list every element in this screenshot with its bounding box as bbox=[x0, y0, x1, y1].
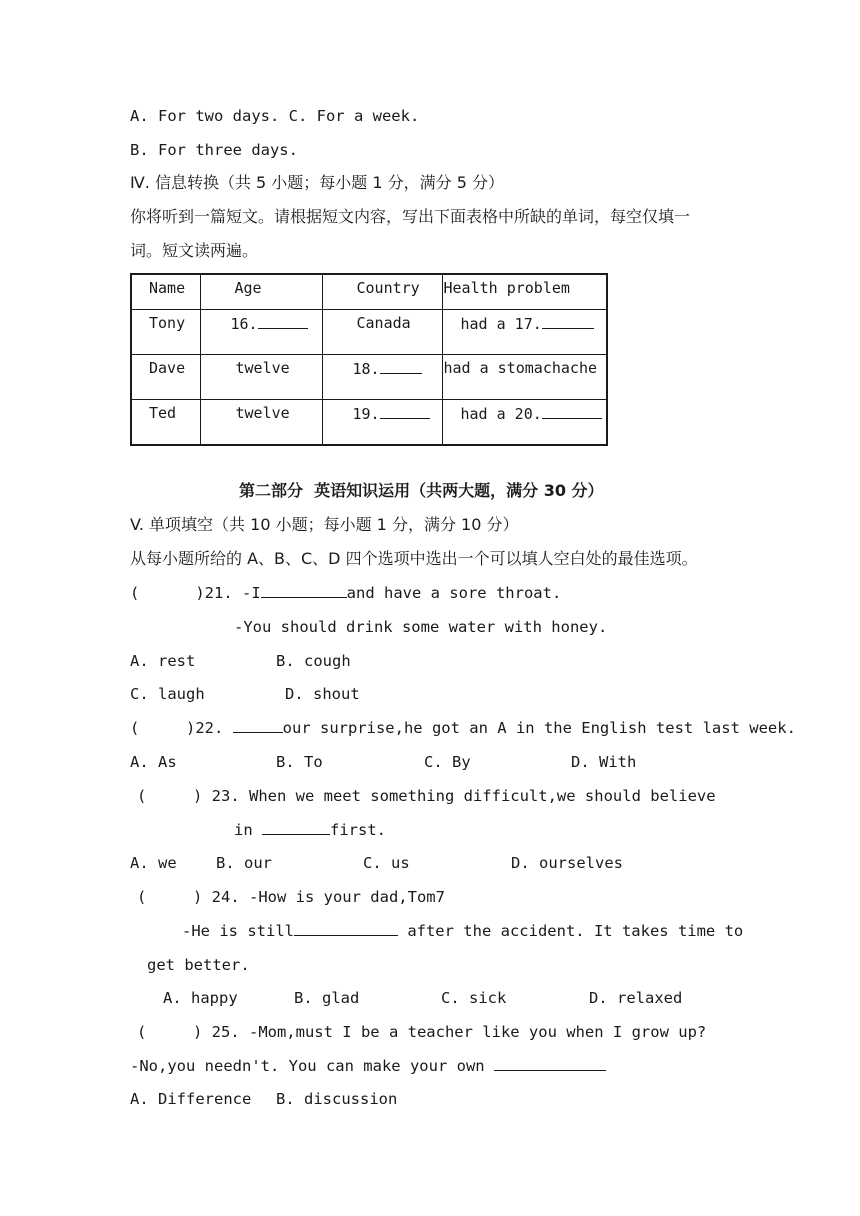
section4-heading: Ⅳ. 信息转换（共 5 小题；每小题 1 分，满分 5 分） bbox=[130, 173, 504, 192]
q24-text: -He is still bbox=[182, 922, 294, 940]
q21-option-a: A. rest bbox=[130, 652, 196, 670]
question-24: ( ) 24. -How is your dad,Tom7 bbox=[137, 888, 445, 906]
header-age: Age bbox=[200, 274, 322, 310]
q25-option-b: B. discussion bbox=[276, 1090, 398, 1108]
answer-blank-19[interactable] bbox=[380, 404, 430, 419]
question-21 bbox=[130, 583, 561, 603]
section5-heading: V. 单项填空（共 10 小题；每小题 1 分，满分 10 分） bbox=[130, 515, 519, 534]
q15-option-b: B. For three days. bbox=[130, 141, 298, 159]
answer-blank-20[interactable] bbox=[542, 404, 602, 419]
answer-blank-24[interactable] bbox=[294, 921, 398, 936]
cell-health: had a stomachache bbox=[442, 355, 607, 400]
cell-name: Dave bbox=[131, 355, 200, 400]
q21-text: and have a sore throat. bbox=[346, 584, 562, 602]
q23-text-end: first. bbox=[330, 821, 386, 839]
q21-reply: -You should drink some water with honey. bbox=[234, 618, 608, 636]
cell-number: 16. bbox=[230, 315, 258, 333]
question-23: ( ) 23. When we meet something difficult,we should believe bbox=[137, 787, 716, 805]
cell-name: Tony bbox=[131, 310, 200, 355]
cell-country: Canada bbox=[322, 310, 442, 355]
cell-number: 18. bbox=[352, 360, 380, 378]
q24-option-c: C. sick bbox=[441, 989, 507, 1007]
q25-reply bbox=[130, 1056, 606, 1076]
answer-blank-22[interactable] bbox=[233, 718, 283, 733]
cell-age: twelve bbox=[200, 400, 322, 446]
question-22 bbox=[130, 718, 796, 738]
section4-instruction: 你将听到一篇短文。请根据短文内容，写出下面表格中所缺的单词，每空仅填一 bbox=[130, 207, 691, 226]
q24-reply-cont: get better. bbox=[147, 956, 250, 974]
answer-blank-16[interactable] bbox=[258, 314, 308, 329]
q21-number: ( )21. -I bbox=[130, 584, 261, 602]
section4-instruction-cont: 词。短文读两遍。 bbox=[130, 241, 259, 260]
q25-option-a: A. Difference bbox=[130, 1090, 252, 1108]
q22-number: ( )22. bbox=[130, 719, 233, 737]
q23-continuation bbox=[234, 820, 386, 840]
table-row bbox=[131, 310, 607, 355]
header-health-problem: Health problem bbox=[442, 274, 607, 310]
q21-option-b: B. cough bbox=[276, 652, 351, 670]
q23-option-c: C. us bbox=[363, 854, 410, 872]
cell-text: had a 20. bbox=[460, 405, 542, 423]
q24-reply bbox=[182, 921, 743, 941]
cell-age-blank bbox=[200, 310, 322, 355]
q22-option-d: D. With bbox=[571, 753, 637, 771]
q23-option-b: B. our bbox=[216, 854, 272, 872]
q22-option-a: A. As bbox=[130, 753, 177, 771]
header-name: Name bbox=[131, 274, 200, 310]
cell-health-blank bbox=[442, 310, 607, 355]
q22-text: our surprise,he got an A in the English test last week. bbox=[282, 719, 796, 737]
q15-options-ac: A. For two days. C. For a week. bbox=[130, 107, 420, 125]
q24-text-end: after the accident. It takes time to bbox=[397, 922, 744, 940]
q21-option-d: D. shout bbox=[285, 685, 360, 703]
answer-blank-25[interactable] bbox=[494, 1056, 606, 1071]
answer-blank-21[interactable] bbox=[261, 583, 347, 598]
cell-text: had a 17. bbox=[460, 315, 542, 333]
cell-country-blank bbox=[322, 355, 442, 400]
section5-instruction: 从每小题所给的 A、B、C、D 四个选项中选出一个可以填人空白处的最佳选项。 bbox=[130, 549, 698, 568]
q22-option-b: B. To bbox=[276, 753, 323, 771]
info-table bbox=[130, 273, 608, 446]
q23-text: in bbox=[234, 821, 262, 839]
q23-option-d: D. ourselves bbox=[511, 854, 623, 872]
q24-option-d: D. relaxed bbox=[589, 989, 683, 1007]
table-header-row bbox=[131, 274, 607, 310]
part2-heading: 第二部分 英语知识运用（共两大题，满分 30 分） bbox=[239, 481, 604, 500]
q25-text: -No,you needn't. You can make your own bbox=[130, 1057, 494, 1075]
cell-number: 19. bbox=[352, 405, 380, 423]
cell-age: twelve bbox=[200, 355, 322, 400]
q23-option-a: A. we bbox=[130, 854, 177, 872]
answer-blank-17[interactable] bbox=[542, 314, 594, 329]
cell-country-blank bbox=[322, 400, 442, 446]
table-row bbox=[131, 400, 607, 446]
answer-blank-18[interactable] bbox=[380, 359, 422, 374]
table-row bbox=[131, 355, 607, 400]
cell-health-blank bbox=[442, 400, 607, 446]
q22-option-c: C. By bbox=[424, 753, 471, 771]
q24-option-b: B. glad bbox=[294, 989, 360, 1007]
header-country: Country bbox=[322, 274, 442, 310]
q21-option-c: C. laugh bbox=[130, 685, 205, 703]
answer-blank-23[interactable] bbox=[262, 820, 330, 835]
q24-option-a: A. happy bbox=[163, 989, 238, 1007]
question-25: ( ) 25. -Mom,must I be a teacher like you when I grow up? bbox=[137, 1023, 707, 1041]
cell-name: Ted bbox=[131, 400, 200, 446]
